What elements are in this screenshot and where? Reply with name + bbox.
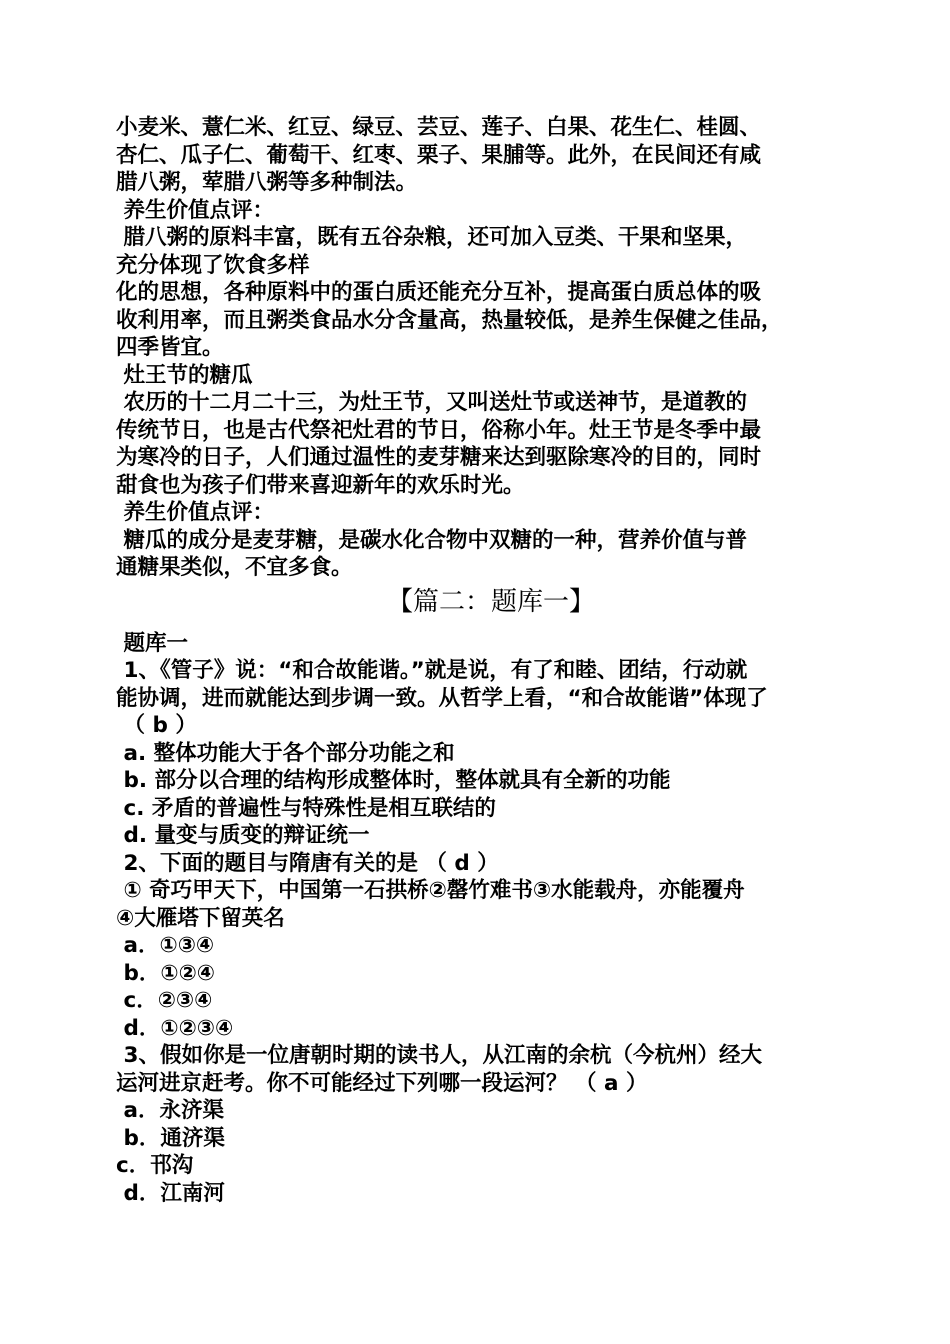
question-1-answer: （ b ） xyxy=(116,713,197,738)
question-1-option-a: a. 整体功能大于各个部分功能之和 xyxy=(116,740,455,766)
question-2-items: ④大雁塔下留英名 xyxy=(116,905,285,931)
text-line: 杏仁、瓜子仁、葡萄干、红枣、栗子、果脯等。此外，在民间还有咸 xyxy=(116,142,762,168)
text-line: 通糖果类似，不宜多食。 xyxy=(116,555,353,580)
question-2-text: 2、下面的题目与隋唐有关的是 （ d ） xyxy=(116,850,499,876)
question-2-option-c: c．②③④ xyxy=(116,988,213,1013)
question-1-option-d: d. 量变与质变的辩证统一 xyxy=(116,823,370,848)
section-title: 【篇二：题库一】 xyxy=(386,586,595,617)
text-line: 腊八粥，荤腊八粥等多种制法。 xyxy=(116,170,418,195)
question-3-text: 3、假如你是一位唐朝时期的读书人，从江南的余杭（今杭州）经大 xyxy=(116,1043,762,1068)
subheading-kitchen-god-candy: 灶王节的糖瓜 xyxy=(116,362,253,388)
subheading-health-review: 养生价值点评： xyxy=(116,500,274,525)
subheading-health-review: 养生价值点评： xyxy=(116,197,274,223)
question-2-option-d: d．①②③④ xyxy=(116,1015,234,1041)
question-2-option-b: b．①②④ xyxy=(116,960,215,986)
question-1-text: 能协调，进而就能达到步调一致。从哲学上看，“和合故能谐”体现了 xyxy=(116,685,768,711)
text-line: 充分体现了饮食多样 xyxy=(116,252,310,278)
question-3-text: 运河进京赶考。你不可能经过下列哪一段运河？ （ a ） xyxy=(116,1070,648,1096)
question-1-text: 1、《管子》说：“和合故能谐。”就是说，有了和睦、团结，行动就 xyxy=(116,658,748,683)
food-article-section xyxy=(116,114,846,582)
text-line: 糖瓜的成分是麦芽糖，是碳水化合物中双糖的一种，营养价值与普 xyxy=(116,527,747,553)
text-line: 农历的十二月二十三，为灶王节，又叫送灶节或送神节，是道教的 xyxy=(116,390,747,415)
text-line: 四季皆宜。 xyxy=(116,335,224,360)
text-line: 腊八粥的原料丰富，既有五谷杂粮，还可加入豆类、干果和坚果， xyxy=(116,225,747,250)
question-3-option-b: b．通济渠 xyxy=(116,1125,225,1151)
text-line: 小麦米、薏仁米、红豆、绿豆、芸豆、莲子、白果、花生仁、桂圆、 xyxy=(116,115,762,140)
question-1-option-c: c. 矛盾的普遍性与特殊性是相互联结的 xyxy=(116,795,496,821)
question-2-option-a: a．①③④ xyxy=(116,933,215,958)
text-line: 甜食也为孩子们带来喜迎新年的欢乐时光。 xyxy=(116,472,525,498)
question-bank-section xyxy=(116,630,846,1208)
question-2-items: ① 奇巧甲天下，中国第一石拱桥②罄竹难书③水能载舟，亦能覆舟 xyxy=(116,878,745,903)
document-body xyxy=(116,114,846,1207)
question-3-option-d: d．江南河 xyxy=(116,1180,225,1206)
text-line: 收利用率，而且粥类食品水分含量高，热量较低，是养生保健之佳品， xyxy=(116,307,783,333)
question-bank-heading: 题库一 xyxy=(116,630,188,656)
text-line: 为寒冷的日子，人们通过温性的麦芽糖来达到驱除寒冷的目的，同时 xyxy=(116,445,762,470)
text-line: 化的思想，各种原料中的蛋白质还能充分互补，提高蛋白质总体的吸 xyxy=(116,280,762,305)
question-3-option-c: c．邗沟 xyxy=(116,1153,194,1178)
text-line: 传统节日，也是古代祭祀灶君的节日，俗称小年。灶王节是冬季中最 xyxy=(116,417,762,443)
question-3-option-a: a．永济渠 xyxy=(116,1098,224,1123)
question-1-option-b: b. 部分以合理的结构形成整体时，整体就具有全新的功能 xyxy=(116,768,671,793)
